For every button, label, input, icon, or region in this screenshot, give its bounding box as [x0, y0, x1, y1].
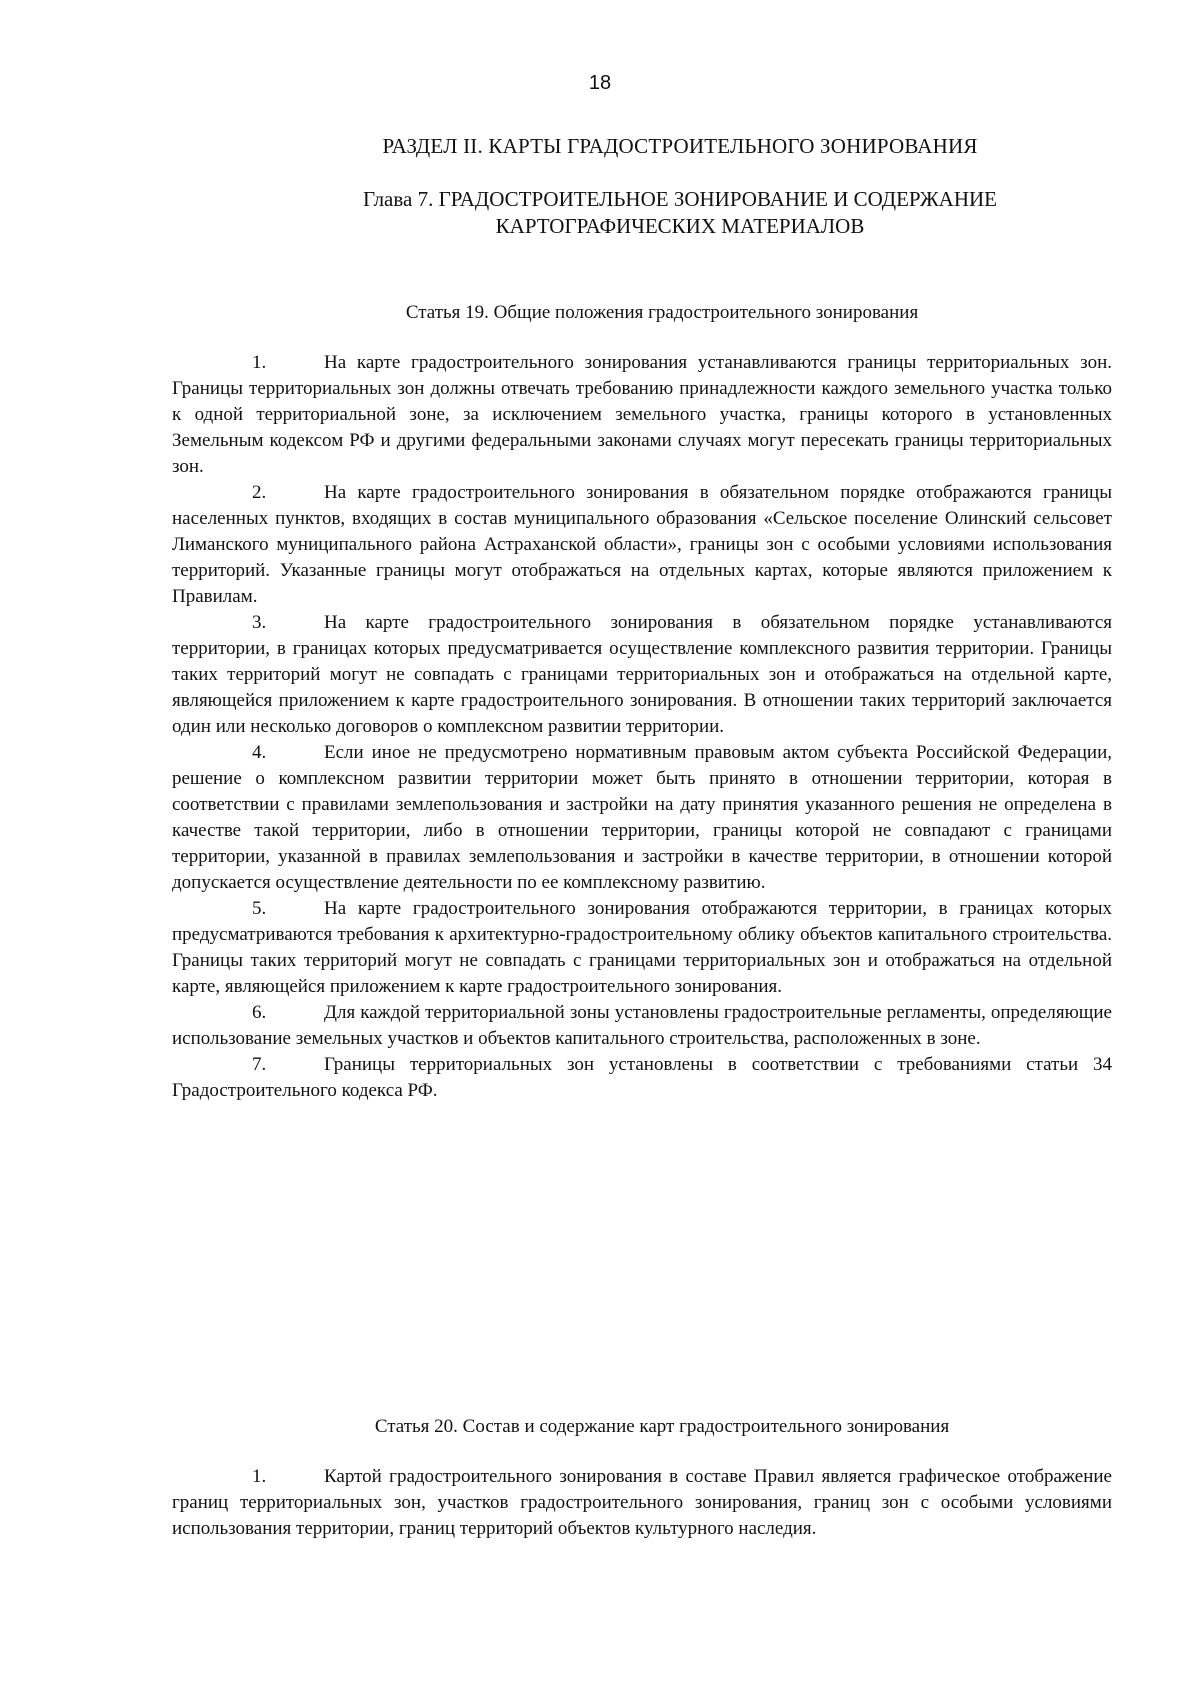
item-text: Границы территориальных зон установлены в соответствии с требованиями статьи 34 Градостроительного кодекса РФ. — [172, 1054, 1112, 1101]
item-number: 6. — [252, 1002, 267, 1023]
article-item — [172, 896, 1112, 1000]
item-number: 2. — [252, 482, 267, 503]
item-text: Если иное не предусмотрено нормативным правовым актом субъекта Российской Федерации, решение о комплексном развитии территории может быть принято в отношении территории, которая в соответствии с правилами землепользования и застройки на дату принятия указанного решения не определена в качестве такой территории, либо в отношении территории, границы которой не совпадают с границами территории, указанной в правилах землепользования и застройки в качестве территории, в отношении которой допускается осуществление деятельности по ее комплексному развитию. — [172, 742, 1112, 893]
chapter-title — [300, 186, 1060, 240]
article-title: Статья 20. Состав и содержание карт градостроительного зонирования — [374, 1416, 950, 1437]
article-items — [172, 350, 1112, 1104]
item-number: 3. — [252, 612, 267, 633]
chapter-title-line-1: Глава 7. ГРАДОСТРОИТЕЛЬНОЕ ЗОНИРОВАНИЕ И СОДЕРЖАНИЕ — [363, 187, 997, 211]
item-text: Картой градостроительного зонирования в составе Правил является графическое отображение границ территориальных зон, участков градостроительного зонирования, границ зон с особыми условиями использования территории, границ территорий объектов культурного наследия. — [172, 1466, 1112, 1539]
item-number: 5. — [252, 898, 267, 919]
item-text: На карте градостроительного зонирования отображаются территории, в границах которых предусматриваются требования к архитектурно-градостроительному облику объектов капитального строительства. Границы таких территорий могут не совпадать с границами территориальных зон и отображаться на отдельной карте, являющейся приложением к карте градостроительного зонирования. — [172, 898, 1112, 997]
item-number: 1. — [252, 352, 267, 373]
item-text: Для каждой территориальной зоны установлены градостроительные регламенты, определяющие использование земельных участков и объектов капитального строительства, расположенных в зоне. — [172, 1002, 1112, 1049]
chapter-title-line-2: КАРТОГРАФИЧЕСКИХ МАТЕРИАЛОВ — [495, 214, 865, 238]
article-item — [172, 1052, 1112, 1104]
page-number: 18 — [588, 72, 612, 94]
article-items — [172, 1464, 1112, 1542]
article-title: Статья 19. Общие положения градостроительного зонирования — [405, 302, 919, 323]
article-item — [172, 350, 1112, 480]
item-text: На карте градостроительного зонирования в обязательном порядке отображаются границы населенных пунктов, входящих в состав муниципального образования «Сельское поселение Олинский сельсовет Лиманского муниципального района Астраханской области», границы зон с особыми условиями использования территорий. Указанные границы могут отображаться на отдельных картах, которые являются приложением к Правилам. — [172, 482, 1112, 607]
item-number: 4. — [252, 742, 267, 763]
article-item — [172, 610, 1112, 740]
section-title: РАЗДЕЛ II. КАРТЫ ГРАДОСТРОИТЕЛЬНОГО ЗОНИРОВАНИЯ — [382, 134, 978, 158]
item-number: 7. — [252, 1054, 267, 1075]
article-20 — [172, 1416, 1112, 1542]
article-item — [172, 740, 1112, 896]
article-item — [172, 1464, 1112, 1542]
article-item — [172, 1000, 1112, 1052]
item-text: На карте градостроительного зонирования устанавливаются границы территориальных зон. Границы территориальных зон должны отвечать требованию принадлежности каждого земельного участка только к одной территориальной зоне, за исключением земельного участка, границы которого в установленных Земельным кодексом РФ и другими федеральными законами случаях могут пересекать границы территориальных зон. — [172, 352, 1112, 477]
item-number: 1. — [252, 1466, 267, 1487]
item-text: На карте градостроительного зонирования в обязательном порядке устанавливаются территории, в границах которых предусматривается осуществление комплексного развития территории. Границы таких территорий могут не совпадать с границами территориальных зон и отображаться на отдельной карте, являющейся приложением к карте градостроительного зонирования. В отношении таких территорий заключается один или несколько договоров о комплексном развитии территории. — [172, 612, 1112, 737]
article-19 — [172, 302, 1112, 1104]
article-item — [172, 480, 1112, 610]
